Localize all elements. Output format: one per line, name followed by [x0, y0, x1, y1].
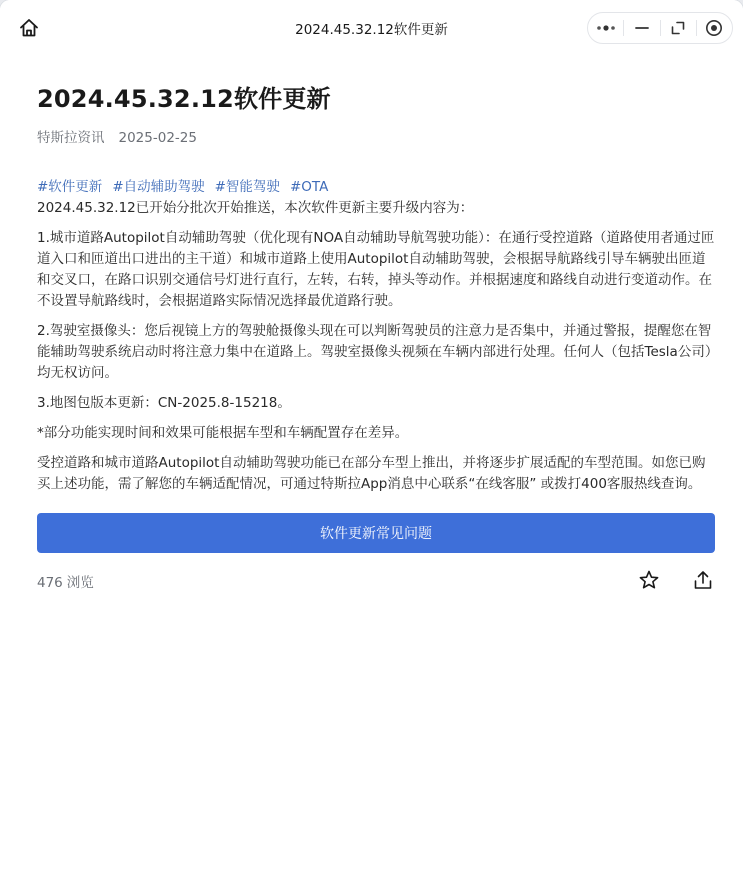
restore-window-icon — [670, 20, 686, 36]
favorite-button[interactable] — [636, 567, 662, 593]
feature-cabin-camera: 2.驾驶室摄像头：您后视镜上方的驾驶舱摄像头现在可以判断驾驶员的注意力是否集中，并通过警报，提醒您在智能辅助驾驶系统启动时将注意力集中在道路上。驾驶室摄像头视频在车辆内部进行处理。任何人（包括Tesla公司）均无权访问。 — [37, 323, 712, 381]
view-count-unit: 浏览 — [66, 575, 94, 591]
more-button[interactable] — [588, 13, 623, 43]
article-footer — [37, 567, 715, 597]
faq-button[interactable]: 软件更新常见问题 — [37, 513, 715, 553]
feature-city-autopilot: 1.城市道路Autopilot自动辅助驾驶（优化现有NOA自动辅助导航驾驶功能）：在通行受控道路（道路使用者通过匝道入口和匝道出口进出的主干道）和城市道路上使用Autopilot自动辅助驾驶，会根据导航路线引导车辆驶出匝道和交叉口，在路口识别交通信号灯进行直行，左转，右转，掉头等动作。并根据速度和路线自动进行变道动作。在不设置导航路线时，会根据道路实际情况选择最优道路行驶。 — [37, 230, 715, 309]
minimize-icon — [634, 20, 650, 36]
minimize-button[interactable] — [624, 13, 659, 43]
title-bar — [0, 0, 743, 56]
intro-paragraph: 2024.45.32.12已开始分批次开始推送，本次软件更新主要升级内容为： — [37, 200, 474, 216]
article-date: 2025-02-25 — [118, 130, 197, 146]
tag-list — [37, 177, 715, 197]
availability-paragraph: 受控道路和城市道路Autopilot自动辅助驾驶功能已在部分车型上推出，并将逐步扩展适配的车型范围。如您已购买上述功能，需了解您的车辆适配情况，可通过特斯拉App消息中心联系“在线客服” 或拨打400客服热线查询。 — [37, 455, 706, 492]
article-content — [37, 56, 715, 597]
share-button[interactable] — [690, 567, 716, 593]
restore-button[interactable] — [661, 13, 696, 43]
share-icon — [692, 569, 714, 591]
article-source: 特斯拉资讯 — [37, 130, 105, 146]
article-meta — [37, 128, 715, 148]
feature-map-update: 3.地图包版本更新：CN-2025.8-15218。 — [37, 395, 291, 411]
close-button[interactable] — [697, 13, 732, 43]
tag-autopilot[interactable]: #自动辅助驾驶 — [112, 179, 205, 195]
close-target-icon — [705, 19, 723, 37]
window-controls — [587, 12, 733, 44]
view-count-number: 476 — [37, 575, 63, 591]
more-dots-icon — [595, 23, 617, 33]
view-count — [37, 571, 94, 591]
star-icon — [638, 569, 660, 591]
window-title: 2024.45.32.12软件更新 — [295, 22, 448, 38]
tag-smart-driving[interactable]: #智能驾驶 — [214, 179, 280, 195]
home-button[interactable] — [16, 15, 42, 41]
tag-ota[interactable]: #OTA — [289, 179, 329, 195]
disclaimer-note: *部分功能实现时间和效果可能根据车型和车辆配置存在差异。 — [37, 425, 409, 441]
article-title: 2024.45.32.12软件更新 — [37, 85, 331, 113]
tag-software-update[interactable]: #软件更新 — [37, 179, 103, 195]
home-icon — [18, 17, 40, 39]
